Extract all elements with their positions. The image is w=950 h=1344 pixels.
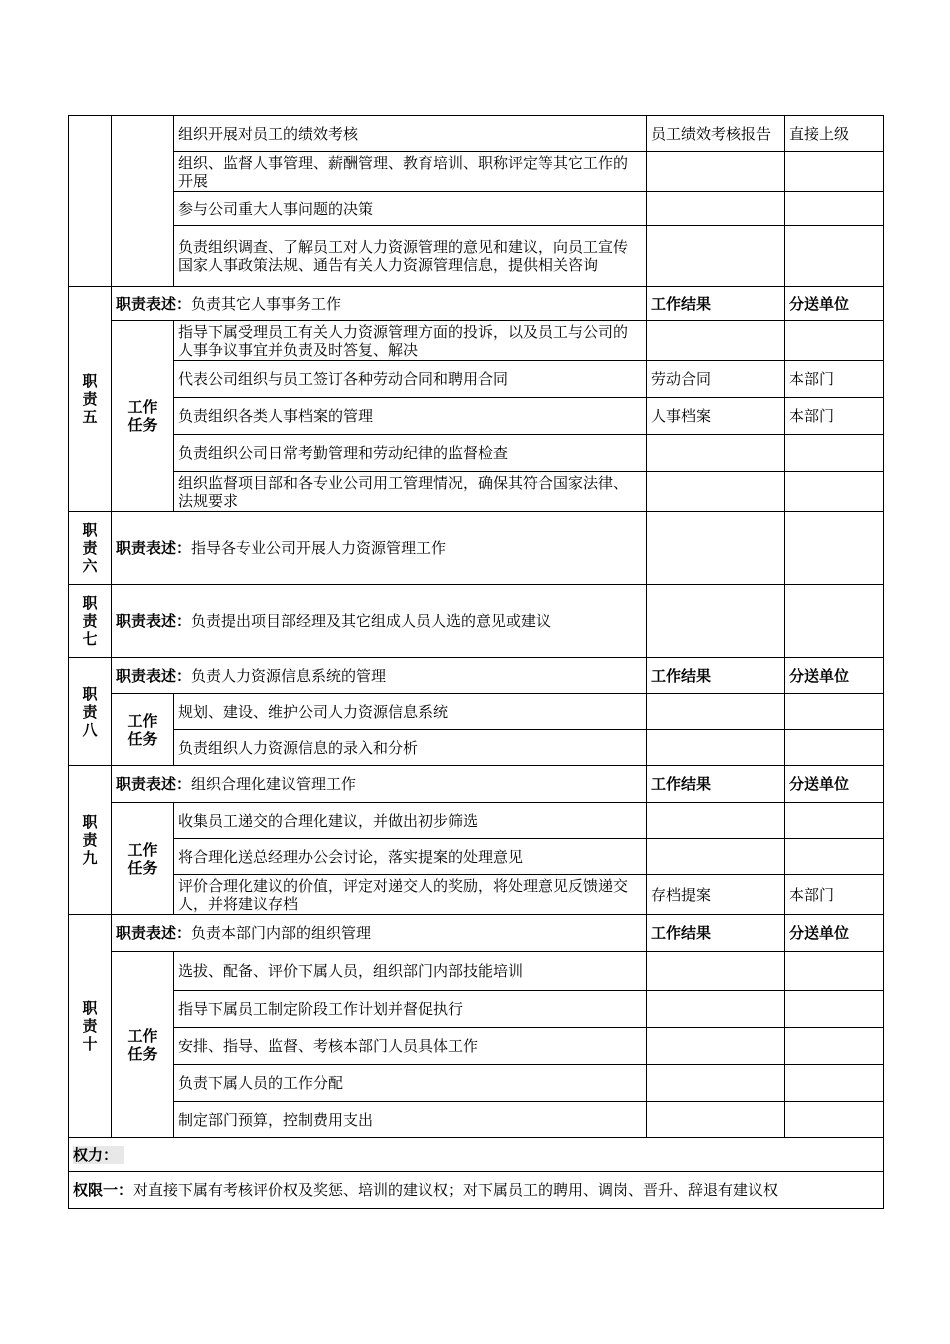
- result-text: [647, 1028, 785, 1065]
- task-text: 代表公司组织与员工签订各种劳动合同和聘用合同: [174, 361, 647, 398]
- result-text: [647, 321, 785, 361]
- unit-text: [785, 512, 884, 585]
- table-row: [69, 1102, 884, 1138]
- task-text: 组织、监督人事管理、薪酬管理、教育培训、职称评定等其它工作的开展: [174, 152, 647, 192]
- duty-name-char: 职: [82, 521, 98, 539]
- result-text: [647, 152, 785, 192]
- result-text: [647, 694, 785, 730]
- table-row: [69, 472, 884, 512]
- work-result-header: 工作结果: [647, 287, 785, 321]
- duty-name-cell: [69, 116, 112, 287]
- task-text: 指导下属受理员工有关人力资源管理方面的投诉，以及员工与公司的人事争议事宜并负责及时答复、解决: [174, 321, 647, 361]
- duty-name-char: 职: [82, 999, 98, 1017]
- unit-text: [785, 152, 884, 192]
- result-text: [647, 952, 785, 991]
- unit-text: [785, 435, 884, 472]
- task-text: 负责组织人力资源信息的录入和分析: [174, 730, 647, 766]
- table-row: [69, 116, 884, 152]
- send-unit-header: 分送单位: [785, 766, 884, 803]
- duty-name-cell: [69, 585, 112, 658]
- task-text: 参与公司重大人事问题的决策: [174, 192, 647, 226]
- duty-desc: [112, 512, 647, 585]
- table-row: [69, 1065, 884, 1102]
- duty-name-char: 责: [82, 539, 98, 557]
- unit-text: 本部门: [785, 361, 884, 398]
- unit-text: [785, 1065, 884, 1102]
- unit-text: [785, 730, 884, 766]
- duty-header-row: [69, 287, 884, 321]
- duty-desc-text: 负责本部门内部的组织管理: [191, 924, 372, 942]
- work-task-label: 工作 任务: [112, 803, 174, 915]
- unit-text: [785, 694, 884, 730]
- duty-name-char: 职: [82, 372, 98, 390]
- duty-desc-text: 指导各专业公司开展人力资源管理工作: [191, 539, 447, 557]
- power-row: [69, 1138, 884, 1172]
- task-text: 负责组织调查、了解员工对人力资源管理的意见和建议，向员工宣传国家人事政策法规、通告有关人力资源管理信息，提供相关咨询: [174, 226, 647, 287]
- result-text: 存档提案: [647, 875, 785, 915]
- unit-text: [785, 321, 884, 361]
- duty-desc-label: 职责表述：: [116, 775, 192, 793]
- duty-desc-label: 职责表述：: [116, 539, 192, 557]
- table-row: [69, 803, 884, 839]
- send-unit-header: 分送单位: [785, 915, 884, 952]
- work-task-label: 工作 任务: [112, 321, 174, 512]
- power-limit-row: [69, 1172, 884, 1209]
- work-result-header: 工作结果: [647, 658, 785, 694]
- duty-name-char: 责: [82, 390, 98, 408]
- duty-header-row: [69, 766, 884, 803]
- unit-text: 直接上级: [785, 116, 884, 152]
- duty-name-cell: [69, 658, 112, 766]
- duty-name-char: 七: [82, 630, 98, 648]
- table-row: [69, 192, 884, 226]
- table-row: [69, 361, 884, 398]
- task-text: 将合理化送总经理办公会讨论，落实提案的处理意见: [174, 839, 647, 875]
- duty-name-char: 责: [82, 612, 98, 630]
- result-text: [647, 803, 785, 839]
- task-text: 负责下属人员的工作分配: [174, 1065, 647, 1102]
- duty-desc-label: 职责表述：: [116, 666, 192, 685]
- table-row: [69, 435, 884, 472]
- table-row: [69, 398, 884, 435]
- duty-name-char: 责: [82, 831, 98, 849]
- unit-text: 本部门: [785, 398, 884, 435]
- task-text: 指导下属员工制定阶段工作计划并督促执行: [174, 991, 647, 1028]
- task-text: 选拔、配备、评价下属人员，组织部门内部技能培训: [174, 952, 647, 991]
- table-row: [69, 839, 884, 875]
- duty-desc-text: 负责人力资源信息系统的管理: [191, 666, 387, 685]
- table-row: [69, 952, 884, 991]
- duty-name-char: 八: [82, 720, 98, 739]
- result-text: 人事档案: [647, 398, 785, 435]
- work-result-header: 工作结果: [647, 766, 785, 803]
- duty-desc-label: 职责表述：: [116, 924, 192, 942]
- result-text: [647, 512, 785, 585]
- unit-text: [785, 803, 884, 839]
- unit-text: [785, 226, 884, 287]
- duty-name-cell: [69, 287, 112, 512]
- duty-header-row: [69, 585, 884, 658]
- result-text: 员工绩效考核报告: [647, 116, 785, 152]
- duty-desc: [112, 915, 647, 952]
- duty-desc-text: 组织合理化建议管理工作: [191, 775, 357, 793]
- result-text: [647, 226, 785, 287]
- duty-name-char: 六: [82, 557, 98, 575]
- power-limit-cell: [69, 1172, 884, 1209]
- table-row: [69, 226, 884, 287]
- task-text: 收集员工递交的合理化建议，并做出初步筛选: [174, 803, 647, 839]
- result-text: [647, 1065, 785, 1102]
- duty-name-char: 职: [82, 813, 98, 831]
- result-text: [647, 192, 785, 226]
- duty-name-cell: [69, 512, 112, 585]
- result-text: 劳动合同: [647, 361, 785, 398]
- result-text: [647, 472, 785, 512]
- unit-text: [785, 192, 884, 226]
- work-result-header: 工作结果: [647, 915, 785, 952]
- result-text: [647, 730, 785, 766]
- task-text: 规划、建设、维护公司人力资源信息系统: [174, 694, 647, 730]
- table-row: [69, 152, 884, 192]
- duty-name-char: 责: [82, 1017, 98, 1035]
- task-text: 负责组织各类人事档案的管理: [174, 398, 647, 435]
- work-task-label: 工作 任务: [112, 694, 174, 766]
- duty-desc-text: 负责其它人事事务工作: [191, 294, 342, 313]
- task-text: 负责组织公司日常考勤管理和劳动纪律的监督检查: [174, 435, 647, 472]
- power-limit-text: 对直接下属有考核评价权及奖惩、培训的建议权；对下属员工的聘用、调岗、晋升、辞退有建议权: [133, 1181, 779, 1199]
- result-text: [647, 435, 785, 472]
- result-text: [647, 1102, 785, 1138]
- unit-text: [785, 839, 884, 875]
- table-row: [69, 991, 884, 1028]
- duty-desc-text: 负责提出项目部经理及其它组成人员人选的意见或建议: [191, 612, 552, 630]
- power-title-cell: [69, 1138, 884, 1172]
- duty-desc-label: 职责表述：: [116, 294, 192, 313]
- duty-name-char: 九: [82, 849, 98, 867]
- send-unit-header: 分送单位: [785, 658, 884, 694]
- duty-header-row: [69, 512, 884, 585]
- unit-text: [785, 585, 884, 658]
- duty-name-char: 职: [82, 684, 98, 703]
- power-title: 权力：: [73, 1146, 124, 1164]
- unit-text: [785, 991, 884, 1028]
- duty-name-char: 责: [82, 702, 98, 721]
- duty-desc: [112, 766, 647, 803]
- work-task-cell: [112, 116, 174, 287]
- duty-name-char: 十: [82, 1035, 98, 1053]
- result-text: [647, 585, 785, 658]
- task-text: 安排、指导、监督、考核本部门人员具体工作: [174, 1028, 647, 1065]
- send-unit-header: 分送单位: [785, 287, 884, 321]
- duty-header-row: [69, 658, 884, 694]
- duty-header-row: [69, 915, 884, 952]
- duty-name-cell: [69, 915, 112, 1138]
- task-text: 组织监督项目部和各专业公司用工管理情况，确保其符合国家法律、法规要求: [174, 472, 647, 512]
- unit-text: [785, 1102, 884, 1138]
- duty-desc: [112, 658, 647, 694]
- task-text: 组织开展对员工的绩效考核: [174, 116, 647, 152]
- duty-desc: [112, 287, 647, 321]
- power-limit-label: 权限一：: [73, 1181, 134, 1199]
- table-row: [69, 321, 884, 361]
- result-text: [647, 991, 785, 1028]
- table-row: [69, 1028, 884, 1065]
- table-row: [69, 694, 884, 730]
- unit-text: [785, 1028, 884, 1065]
- job-description-table: [68, 115, 884, 1209]
- unit-text: 本部门: [785, 875, 884, 915]
- duty-name-cell: [69, 766, 112, 915]
- task-text: 评价合理化建议的价值，评定对递交人的奖励，将处理意见反馈递交人，并将建议存档: [174, 875, 647, 915]
- duty-desc: [112, 585, 647, 658]
- duty-desc-label: 职责表述：: [116, 612, 192, 630]
- table-row: [69, 730, 884, 766]
- result-text: [647, 839, 785, 875]
- table-row: [69, 875, 884, 915]
- work-task-label: 工作 任务: [112, 952, 174, 1138]
- unit-text: [785, 952, 884, 991]
- duty-name-char: 五: [82, 408, 98, 426]
- duty-name-char: 职: [82, 594, 98, 612]
- unit-text: [785, 472, 884, 512]
- task-text: 制定部门预算，控制费用支出: [174, 1102, 647, 1138]
